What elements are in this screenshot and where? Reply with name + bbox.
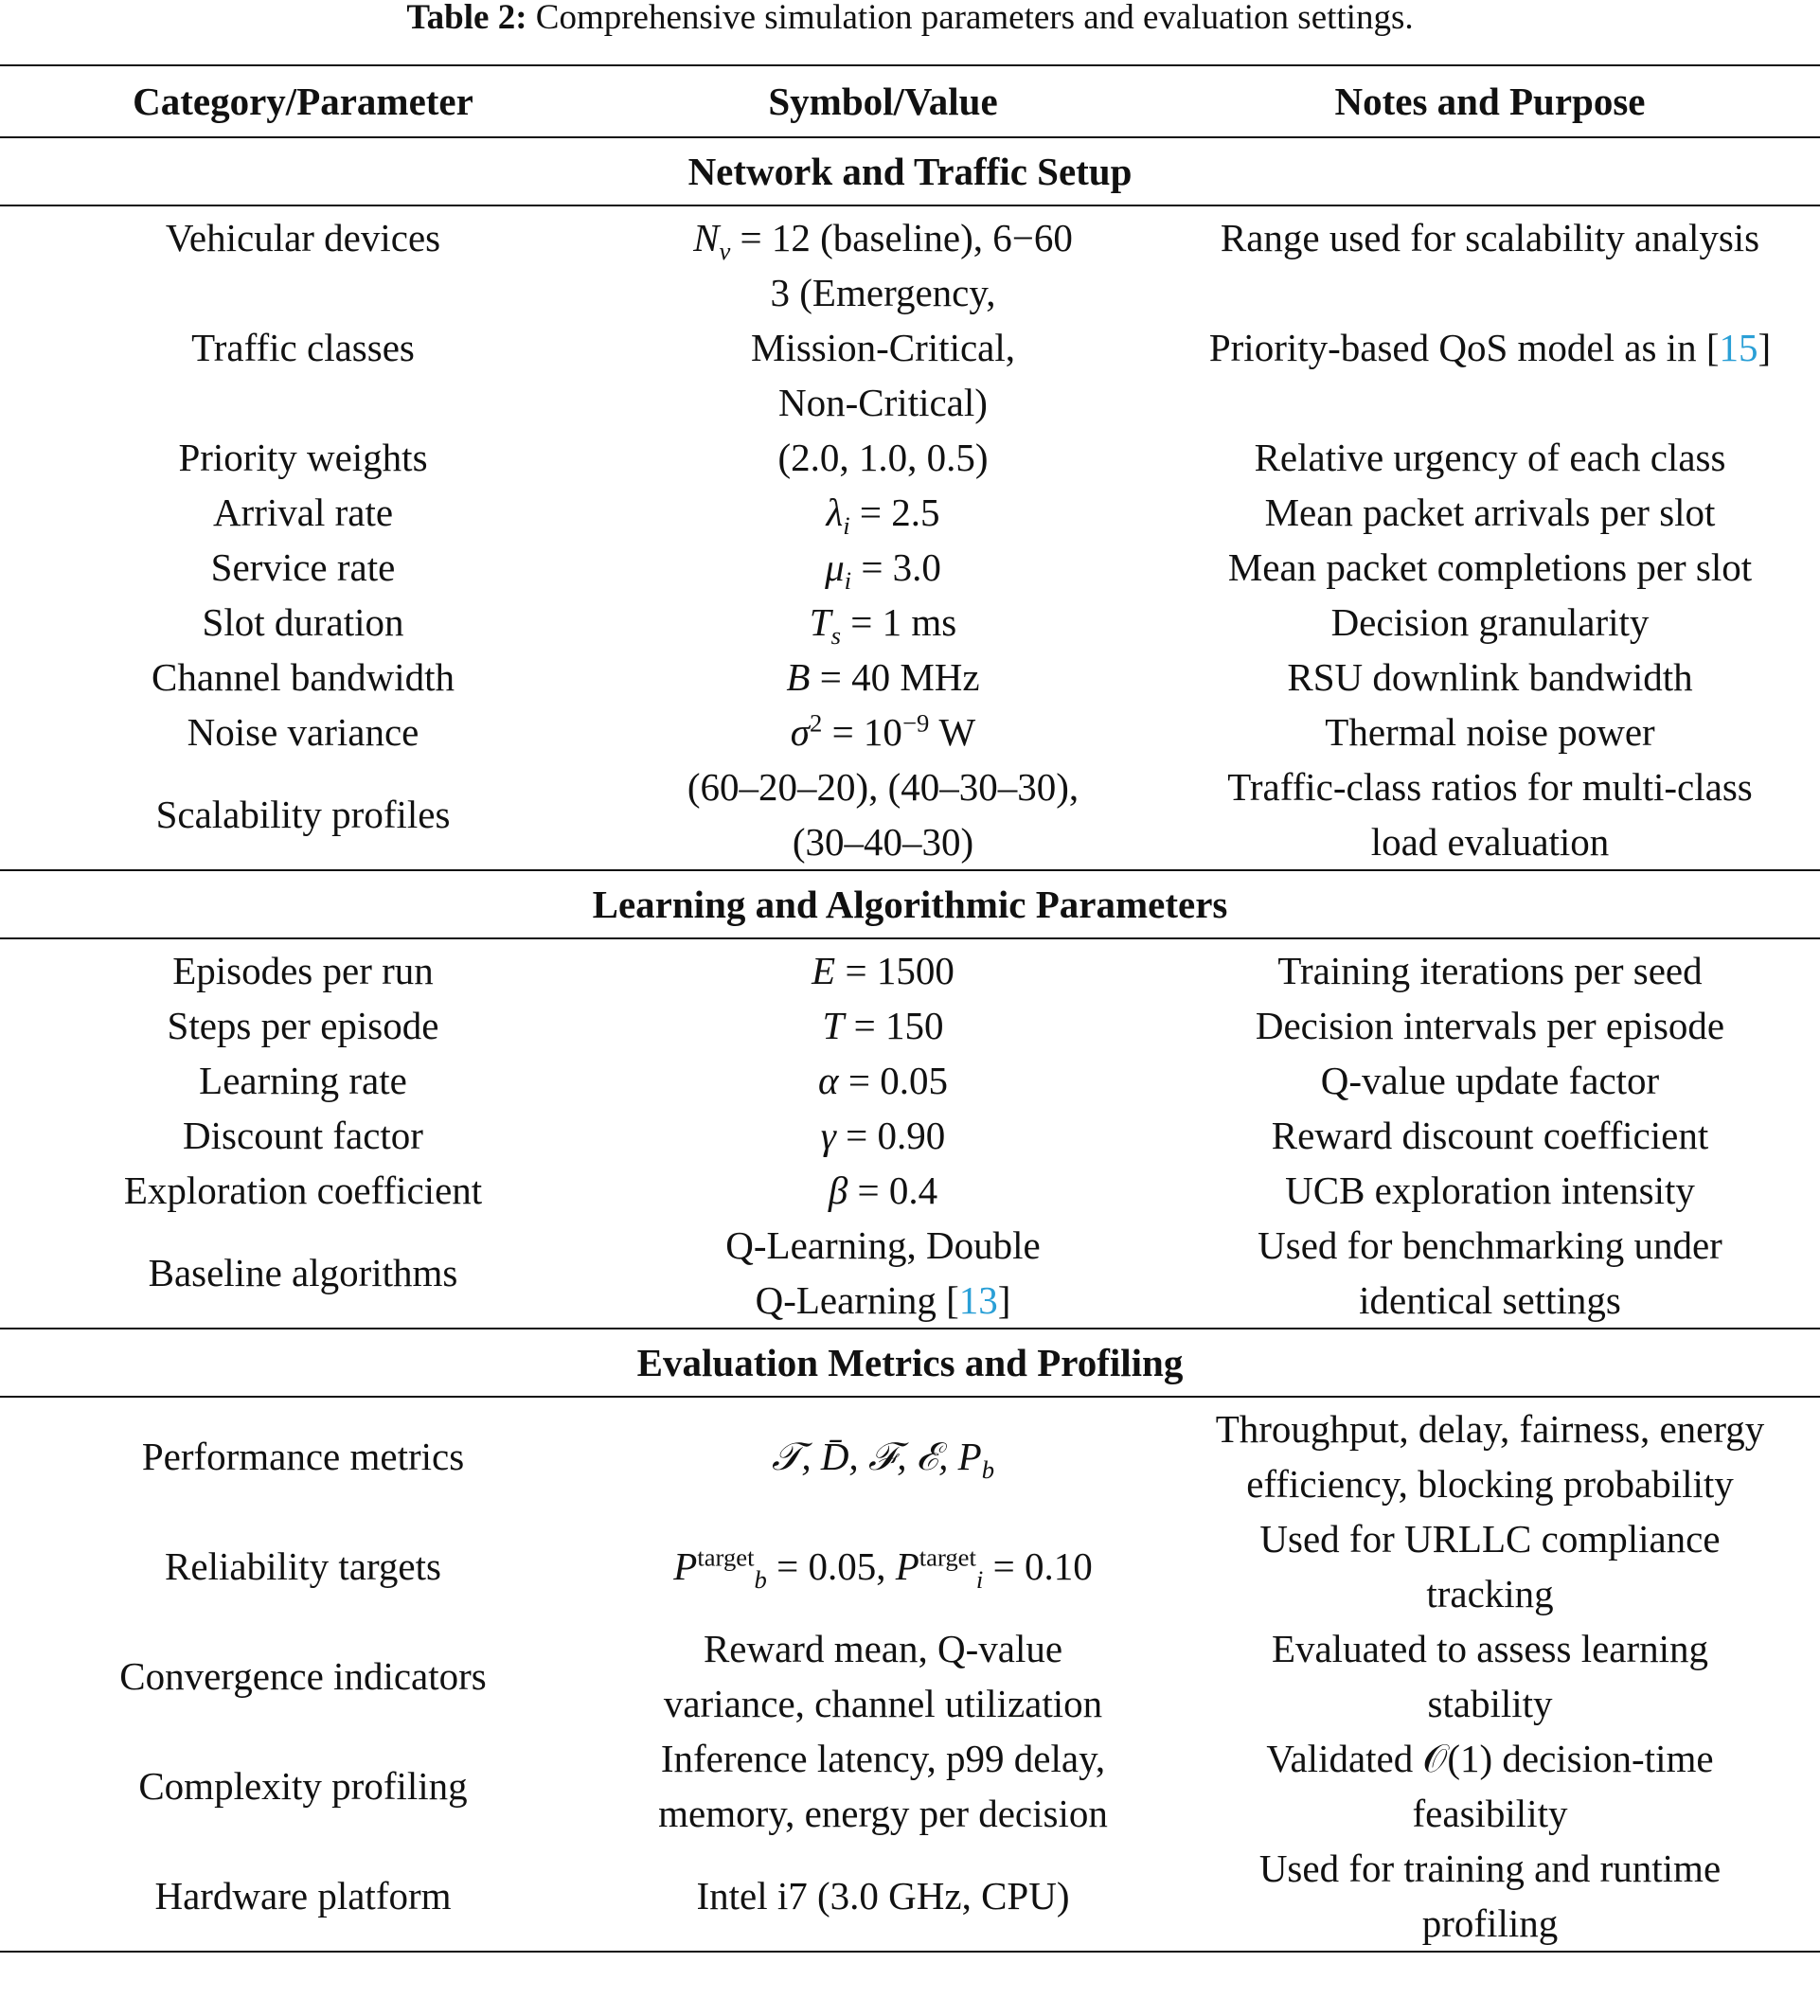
value-line: (60–20–20), (40–30–30), [687,765,1080,809]
section-title: Evaluation Metrics and Profiling [0,1329,1820,1397]
table-row [0,485,1820,540]
param-cell: Service rate [210,545,396,589]
symbol: T [809,600,831,644]
table-row [0,1053,1820,1108]
superscript: 2 [809,708,823,738]
notes-line: stability [1427,1682,1553,1725]
notes-cell [1160,1397,1820,1511]
param-cell: Episodes per run [172,949,434,992]
notes-cell: UCB exploration intensity [1285,1169,1695,1212]
notes-cell [1160,1218,1820,1329]
value-cell [606,1511,1160,1621]
subscript: i [844,566,852,596]
value-line: variance, channel utilization [663,1682,1103,1725]
symbol: B [786,655,811,699]
value-text: = 12 (baseline), 6−60 [730,216,1073,259]
citation-link[interactable]: 13 [958,1278,998,1322]
notes-cell: Decision granularity [1330,600,1650,644]
notes-line: Traffic-class ratios for multi-class [1227,765,1753,809]
param-cell: Vehicular devices [165,216,441,259]
value-cell [606,1053,1160,1108]
table-row [0,1163,1820,1218]
notes-line: Validated 𝒪(1) decision-time [1266,1737,1714,1780]
param-cell: Baseline algorithms [148,1251,458,1294]
value-line: 3 (Emergency, [770,271,996,314]
symbol: N [693,216,720,259]
value-line: Q-Learning, Double [725,1223,1041,1267]
table-row [0,938,1820,998]
section-header [0,137,1820,205]
subscript: i [843,511,850,541]
table-row [0,759,1820,870]
table-row [0,1108,1820,1163]
value-cell [606,595,1160,650]
caption-text: Comprehensive simulation parameters and evaluation settings. [526,0,1414,37]
value-cell [606,1163,1160,1218]
notes-cell: Training iterations per seed [1277,949,1703,992]
notes-cell [1160,759,1820,870]
param-cell: Scalability profiles [155,793,451,836]
value-cell [606,759,1160,870]
superscript: target [697,1543,755,1572]
symbol: P [895,1544,919,1588]
value-text: W [929,710,976,754]
header-row [0,65,1820,137]
value-cell [606,265,1160,430]
symbol: α [818,1059,839,1102]
notes-cell [1160,1621,1820,1731]
symbol: E [812,949,836,992]
notes-cell: RSU downlink bandwidth [1287,655,1693,699]
notes-line: load evaluation [1370,820,1610,864]
notes-text: ] [1758,326,1772,369]
notes-cell: Mean packet arrivals per slot [1264,491,1716,534]
value-text: = 0.90 [835,1114,946,1157]
notes-line: Throughput, delay, fairness, energy [1215,1407,1765,1451]
subscript: s [830,621,841,651]
notes-cell [1160,265,1820,430]
value-text: = 150 [844,1004,944,1047]
param-cell: Slot duration [202,600,404,644]
notes-text: Priority-based QoS model as in [ [1208,326,1720,369]
value-cell [606,1731,1160,1841]
superscript: −9 [901,708,930,738]
parameters-table [0,64,1820,1953]
param-cell: Traffic classes [191,326,415,369]
param-cell: Priority weights [178,436,428,479]
value-line: Inference latency, p99 delay, [660,1737,1106,1780]
notes-line: Used for training and runtime [1258,1847,1722,1890]
param-cell: Performance metrics [141,1435,465,1478]
notes-cell: Thermal noise power [1325,710,1655,754]
notes-cell [1160,1841,1820,1952]
section-title: Network and Traffic Setup [0,137,1820,205]
subscript: v [719,237,731,266]
symbol: σ [790,710,810,754]
symbol: γ [820,1114,836,1157]
header-symbol: Symbol/Value [606,65,1160,137]
notes-line: profiling [1421,1901,1559,1945]
table-row [0,650,1820,705]
subscript: b [981,1455,995,1485]
notes-line: Used for URLLC compliance [1259,1517,1721,1561]
value-cell [606,650,1160,705]
notes-cell: Mean packet completions per slot [1227,545,1753,589]
table-row [0,1841,1820,1952]
value-text: = 0.4 [848,1169,938,1212]
symbol: 𝒯, D̄, ℱ, ℰ, P [771,1435,982,1478]
value-cell [606,998,1160,1053]
citation-link[interactable]: 15 [1719,326,1758,369]
table-row [0,1511,1820,1621]
table-row [0,705,1820,759]
value-cell [606,1397,1160,1511]
table-row [0,1397,1820,1511]
param-cell: Hardware platform [0,1841,606,1952]
param-cell: Exploration coefficient [123,1169,483,1212]
value-line: (30–40–30) [792,820,974,864]
value-cell [606,1218,1160,1329]
table-row [0,1621,1820,1731]
value-line: Q-Learning [ [755,1278,959,1322]
notes-cell [1160,1511,1820,1621]
table-row [0,265,1820,430]
value-cell [606,205,1160,265]
notes-line: efficiency, blocking probability [1246,1462,1734,1506]
notes-line: Evaluated to assess learning [1271,1627,1709,1670]
value-text: = 10 [822,710,902,754]
value-text: = 0.05 [838,1059,948,1102]
notes-cell: Decision intervals per episode [1255,1004,1725,1047]
param-cell: Arrival rate [212,491,394,534]
notes-line: Used for benchmarking under [1258,1223,1722,1267]
value-cell: Intel i7 (3.0 GHz, CPU) [606,1841,1160,1952]
param-cell: Reliability targets [165,1544,441,1588]
table-row [0,1218,1820,1329]
notes-cell: Q-value update factor [1320,1059,1660,1102]
table-row [0,430,1820,485]
value-text: = 0.10 [983,1544,1093,1588]
notes-cell: Range used for scalability analysis [1220,216,1760,259]
param-cell: Convergence indicators [119,1654,487,1698]
value-cell: (2.0, 1.0, 0.5) [777,436,989,479]
caption-label: Table 2: [406,0,527,37]
notes-cell [1160,1731,1820,1841]
value-text: = 3.0 [851,545,941,589]
notes-cell: Reward discount coefficient [1271,1114,1709,1157]
notes-line: feasibility [1412,1792,1568,1835]
value-text: = 40 MHz [810,655,980,699]
table-row [0,540,1820,595]
notes-cell: Relative urgency of each class [1254,436,1726,479]
notes-line: identical settings [1359,1278,1621,1322]
param-cell: Learning rate [199,1059,407,1102]
value-line: Non-Critical) [778,381,988,424]
param-cell: Steps per episode [167,1004,439,1047]
symbol: P [673,1544,698,1588]
value-cell [606,540,1160,595]
subscript: b [754,1565,767,1595]
value-text: = 0.05, [766,1544,896,1588]
param-cell: Noise variance [187,710,419,754]
notes-line: tracking [1426,1572,1554,1615]
symbol: T [822,1004,845,1047]
section-header [0,1329,1820,1397]
header-notes: Notes and Purpose [1160,65,1820,137]
value-line: ] [997,1278,1011,1322]
table-row [0,595,1820,650]
value-cell [606,1108,1160,1163]
param-cell: Discount factor [183,1114,423,1157]
value-text: = 1500 [835,949,955,992]
param-cell: Channel bandwidth [152,655,455,699]
value-line: memory, energy per decision [658,1792,1108,1835]
symbol: λ [826,491,844,534]
value-line: Reward mean, Q-value [703,1627,1063,1670]
superscript: target [919,1543,976,1572]
table-row [0,1731,1820,1841]
subscript: i [975,1565,984,1595]
section-header [0,870,1820,938]
header-category: Category/Parameter [0,65,606,137]
symbol: μ [825,545,845,589]
table-row [0,998,1820,1053]
value-cell [606,485,1160,540]
table-caption [0,0,1820,36]
symbol: β [828,1169,848,1212]
value-cell [606,705,1160,759]
value-cell [606,1621,1160,1731]
value-line: Mission-Critical, [750,326,1015,369]
value-cell [606,938,1160,998]
table-row [0,205,1820,265]
value-text: = 2.5 [849,491,940,534]
section-title: Learning and Algorithmic Parameters [0,870,1820,938]
param-cell: Complexity profiling [138,1764,468,1808]
value-text: = 1 ms [840,600,957,644]
